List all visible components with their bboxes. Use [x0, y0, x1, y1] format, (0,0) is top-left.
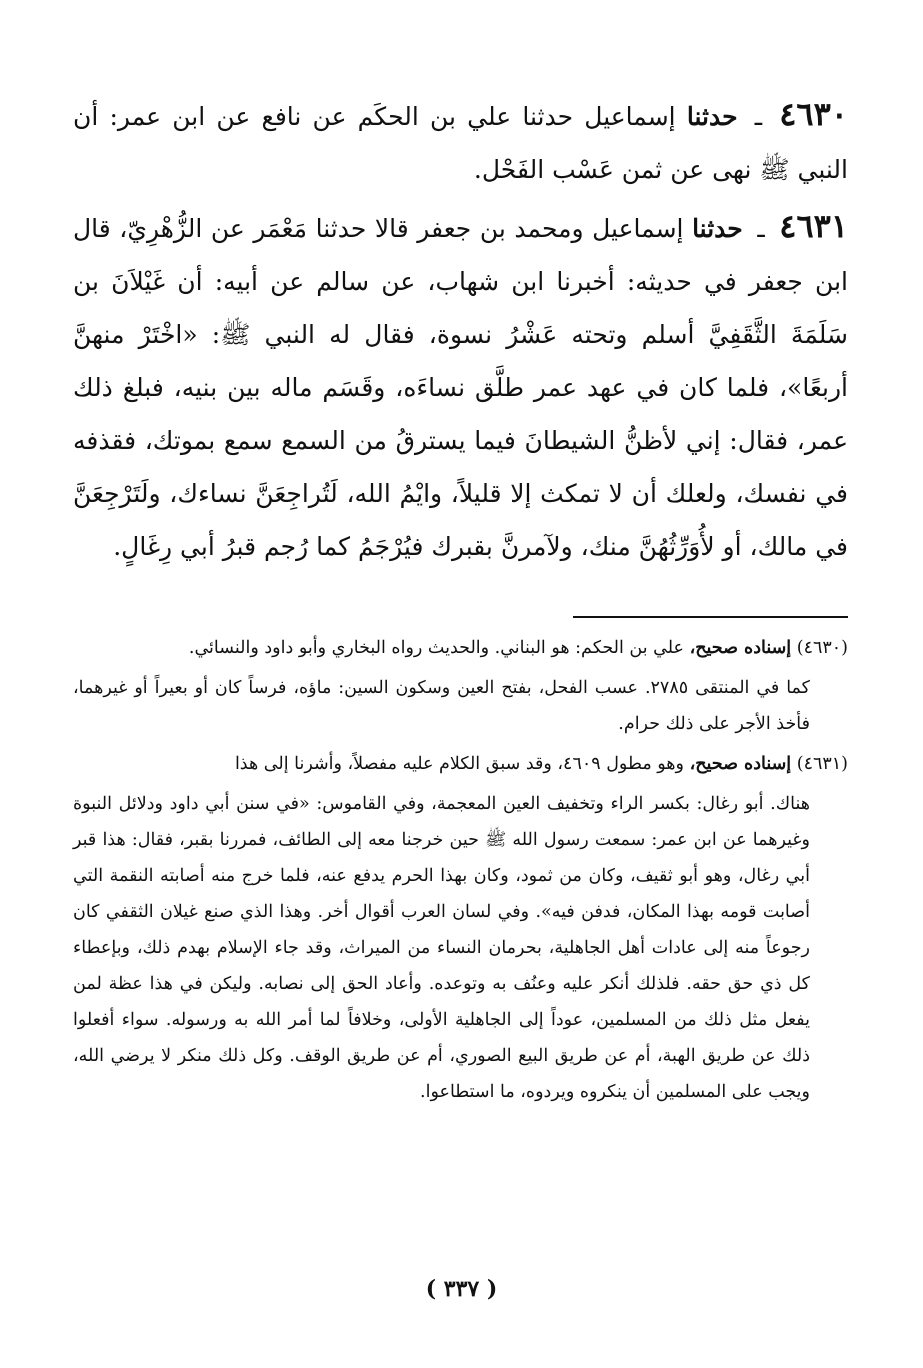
footnote-text: كما في المنتقى ٢٧٨٥. عسب الفحل، بفتح العين وسكون السين: ماؤه، فرساً كان أو بعيراً أو غيرهما، فأخذ الأجر على ذلك حرام. — [73, 678, 811, 734]
footnote-4630 — [73, 630, 848, 666]
footnotes — [73, 630, 848, 1114]
hadith-dash: ـ — [754, 102, 763, 131]
footnote-divider — [573, 616, 848, 618]
hadith-lead: حدثنا — [692, 214, 743, 243]
main-text — [73, 88, 848, 577]
hadith-number: ٤٦٣٠ — [779, 95, 848, 133]
footnote-4631 — [73, 746, 848, 782]
hadith-number: ٤٦٣١ — [779, 207, 848, 245]
footnote-4631-continued — [73, 786, 848, 1110]
footnote-lead: إسناده صحيح، — [689, 754, 792, 774]
footnote-text: هناك. أبو رغال: بكسر الراء وتخفيف العين المعجمة، وفي القاموس: «في سنن أبي داود ودلائل النبوة وغيرهما عن ابن عمر: سمعت رسول الله ﷺ حين خرجنا معه إلى الطائف، فمررنا بقبر، فقال: هذا قبر أبي رغال، وهو أبو ثقيف، وكان من ثمود، وكان بهذا الحرم يدفع عنه، فلما خرج منه أصابته النقمة التي أصابت قومه بهذا المكان، فدفن فيه». وفي لسان العرب أقوال أخر. وهذا الذي صنع غيلان الثقفي كان رجوعاً منه إلى عادات أهل الجاهلية، بحرمان النساء من الميراث، وقد جاء الإسلام بهدم ذلك، وبإعطاء كل ذي حق حقه. فلذلك أنكر عليه وعنُف به وتوعده. وأعاد الحق إلى نصابه. وليكن في هذا عظة لمن يفعل مثل ذلك من المسلمين، عوداً إلى الجاهلية الأولى، وخلافاً لما أمر الله به ورسوله. سواء أفعلوا ذلك عن طريق الهبة، أم عن طريق البيع الصوري، أم عن طريق الوقف. وكل ذلك منكر لا يرضي الله، ويجب على المسلمين أن ينكروه ويردوه، ما استطاعوا. — [73, 794, 810, 1102]
hadith-lead: حدثنا — [686, 102, 738, 131]
hadith-4631 — [73, 200, 848, 573]
footnote-text: وهو مطول ٤٦٠٩، وقد سبق الكلام عليه مفصلاً، وأشرنا إلى هذا — [234, 754, 684, 774]
hadith-4630 — [73, 88, 848, 196]
footnote-4630-continued — [73, 670, 848, 742]
footnote-number: (٤٦٣١) — [796, 754, 848, 774]
hadith-text: إسماعيل حدثنا علي بن الحكَم عن نافع عن ابن عمر: أن النبي ﷺ نهى عن ثمن عَسْب الفَحْل. — [73, 102, 848, 184]
footnote-number: (٤٦٣٠) — [796, 638, 848, 658]
hadith-dash: ـ — [757, 214, 765, 243]
footnote-lead: إسناده صحيح، — [689, 638, 792, 658]
hadith-text: إسماعيل ومحمد بن جعفر قالا حدثنا مَعْمَر عن الزُّهْرِيّ، قال ابن جعفر في حديثه: أخبرنا ابن شهاب، عن سالم عن أبيه: أن غَيْلاَنَ بن سَلَمَةَ الثَّقَفِيَّ أسلم وتحته عَشْرُ نسوة، فقال له النبي ﷺ: «اخْتَرْ منهنَّ أربعًا»، فلما كان في عهد عمر طلَّق نساءَه، وقَسَم ماله بين بنيه، فبلغ ذلك عمر، فقال: إني لأظنُّ الشيطانَ فيما يسترقُ من السمع سمع بموتك، فقذفه في نفسك، ولعلك أن لا تمكث إلا قليلاً، وايْمُ الله، لَتُراجِعَنَّ نساءك، ولَتَرْجِعَنَّ في مالك، أو لأُوَرِّثُهُنَّ منك، ولآمرنَّ بقبرك فيُرْجَمُ كما رُجم قبرُ أبي رِغَالٍ. — [73, 214, 848, 561]
page-number: ( ٣٣٧ ) — [425, 1276, 498, 1302]
footnote-text: علي بن الحكم: هو البناني. والحديث رواه البخاري وأبو داود والنسائي. — [188, 638, 684, 658]
